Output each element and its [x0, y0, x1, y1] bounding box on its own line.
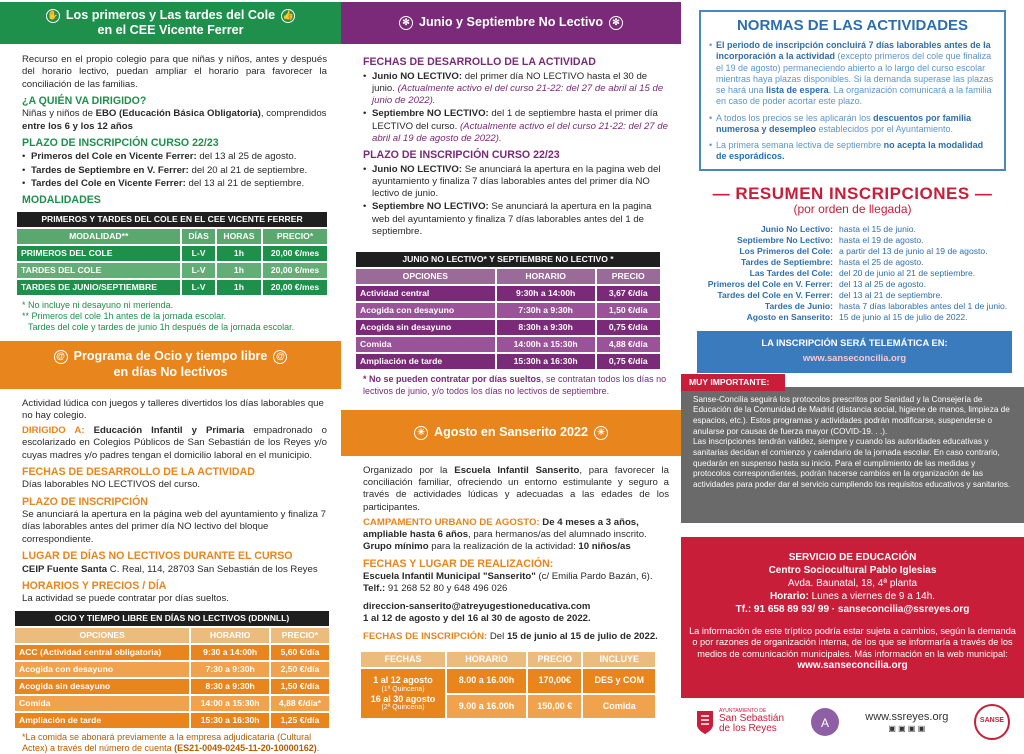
- table-row: Comida 14:00h a 15:30h 4,88 €/día: [356, 337, 660, 352]
- list-item: • Septiembre NO LECTIVO: del 1 de septiembre hasta el primer día LECTIVO del curso. (Actualmente activo el del curso 21-22: del 27 de abril al 19 de agosto de 2022).: [363, 108, 669, 145]
- section-title: Agosto en Sanserito 2022: [434, 425, 588, 440]
- crest-icon: [695, 709, 715, 735]
- table-row: 9.00 a 16.00h 150,00 € Comida: [361, 695, 655, 719]
- resumen-title: — RESUMEN INSCRIPCIONES —: [712, 183, 993, 203]
- list-item: • Tardes de Septiembre en V. Ferrer: del 20 al 21 de septiembre.: [22, 165, 327, 177]
- heading-quien: ¿A QUIÉN VA DIRIGIDO?: [22, 94, 147, 107]
- column-primeros-ocio: [0, 0, 341, 753]
- sanse-concilia-badge: SANSE: [974, 704, 1010, 740]
- table-row: ACC (Actividad central obligatoria) 9:30 a 14:00h 5,60 €/día: [15, 645, 329, 660]
- fechas-text: Días laborables NO LECTIVOS del curso.: [22, 479, 201, 491]
- table-row: Acogida sin desayuno 8:30h a 9:30h 0,75 €/día: [356, 320, 660, 335]
- table-notes: * No incluye ni desayuno ni merienda. ** Primeros del cole 1h antes de la jornada escolar. Tardes del cole y tardes de junio 1h después de la jornada escolar.: [22, 299, 295, 333]
- section-title: Los primeros y Las tardes del Cole: [65, 7, 276, 22]
- table-row: Acogida con desayuno 7:30 a 9:30h 2,50 €/día: [15, 662, 329, 677]
- normas-title: NORMAS DE LAS ACTIVIDADES: [736, 17, 969, 34]
- table-row: Acogida sin desayuno 8:30 a 9:30h 1,50 €/día: [15, 679, 329, 694]
- servicio-title: SERVICIO DE EDUCACIÓN: [788, 551, 917, 563]
- servicio-info: La información de este tríptico podría estar sujeta a cambios, según la demanda o por razones de organización interna, de los que se informaría a través de los medios de comunicación municipales. Más información en la web municipal: www.sanseconcilia.org: [689, 625, 1016, 672]
- table-primeros: PRIMEROS Y TARDES DEL COLE EN EL CEE VICENTE FERRER MODALIDAD** DÍAS HORAS PRECIO* PRIMEROS DEL COLE L-V 1h 20,00 €/mes TARDES DEL COLE L-V 1h 20,00 €/mes TARDES DE JUNIO/SEPTIEMBRE L-V 1h 20,00 €/mes: [15, 210, 329, 297]
- importante-text: Las inscripciones tendrán validez, siempre y cuando las autoridades educativas y sanitarias decidan el comienzo y calendario de la jornada escolar. En caso contrario, quedarán en suspenso hasta su inicio. Para el cumplimiento de las medidas y protocolos correspondientes, podrán hacerse cambios en la organización de las actividades para poder dar el servicio cumpliendo los requisitos educativos y sanitarios.: [693, 437, 1011, 490]
- telefono-text: Telf.: 91 268 52 80 y 648 496 026: [363, 583, 508, 595]
- list-item: Tardes de Junio: hasta 7 días laborables antes del 1 de junio.: [764, 300, 1008, 311]
- lugar-text: CEIP Fuente Santa C. Real, 114, 28703 San Sebastián de los Reyes: [22, 563, 318, 575]
- list-item: Los Primeros del Cole: a partir del 13 de junio al 19 de agosto.: [739, 245, 988, 256]
- heading-lugar: LUGAR DE DÍAS NO LECTIVOS DURANTE EL CURSO: [22, 550, 293, 562]
- agosto-intro: Organizado por la Escuela Infantil Sanserito, para favorecer la conciliación familiar, ofreciendo un entorno estimulante y seguro a través de actividades lúdicas y adecuadas a las edades de los participantes.: [363, 464, 669, 513]
- table-row: Ampliación de tarde 15:30 a 16:30h 1,25 €/día: [15, 713, 329, 728]
- lugar-text: Escuela Infantil Municipal "Sanserito" (c/ Emilia Pardo Bazán, 6).: [363, 571, 653, 583]
- campamento-text: CAMPAMENTO URBANO DE AGOSTO: De 4 meses a 3 años, ampliable hasta 6 años, para hermanos/as del alumnado inscrito. Grupo mínimo para la realización de la actividad: 10 niños/as: [363, 516, 647, 553]
- heading-fechas: FECHAS DE DESARROLLO DE LA ACTIVIDAD: [363, 56, 596, 68]
- list-item: Primeros del Cole en V. Ferrer: del 13 al 25 de agosto.: [707, 278, 926, 289]
- column-normas: [681, 0, 1024, 735]
- section-header-primeros: [0, 2, 341, 44]
- svg-text:A: A: [820, 715, 829, 730]
- quien-text: Niñas y niños de EBO (Educación Básica Obligatoria), comprendidos entre los 6 y los 12 años: [22, 108, 327, 132]
- plazo2-text: Se anunciará la apertura en la página web del ayuntamiento y finaliza 7 días laborables antes del primer día NO lectivo del bloque correspondiente.: [22, 509, 327, 545]
- footer-logos: [681, 698, 1024, 740]
- norma-item: • El periodo de inscripción concluirá 7 días laborables antes de la incorporación a la actividad (excepto primeros del cole que finaliza el 19 de agosto) permaneciendo abierto a lo largo del curso escolar mientras haya plazas disponibles. Si la demanda superase las plazas se hará una lista de espera. La organización comunicará a la familia en caso de poder acortar este plazo.: [709, 40, 996, 108]
- sun-icon: ☀: [594, 426, 608, 440]
- heading-fechas: FECHAS DE DESARROLLO DE LA ACTIVIDAD: [22, 465, 255, 478]
- list-item: Agosto en Sanserito: 15 de junio al 15 de julio de 2022.: [746, 311, 968, 322]
- section-header-agosto: [341, 410, 681, 456]
- importante-box: [681, 376, 1024, 523]
- dirigido-text: DIRIGIDO A: Educación Infantil y Primaria empadronado o escolarizado en Colegios Públicos de San Sebastián de los Reyes y/o cuyas madres y/o padres tengan el domicilio laboral en el municipio.: [22, 425, 327, 461]
- sun-icon: ☀: [414, 426, 428, 440]
- heading-plazo: PLAZO DE INSCRIPCIÓN CURSO 22/23: [22, 136, 219, 149]
- table-row: Acogida con desayuno 7:30h a 9:30h 1,50 €/día: [356, 303, 660, 318]
- social-icons: ▣ ▣ ▣ ▣: [888, 723, 926, 733]
- list-item: Las Tardes del Cole: del 20 de junio al 21 de septiembre.: [749, 267, 976, 278]
- intro-text: Recurso en el propio colegio para que niñas y niños, antes y después del horario lectivo, puedan ampliar el horario para favorecer la conciliación de las familias.: [22, 54, 327, 90]
- resumen-section: [681, 183, 1024, 218]
- heading-plazo2: PLAZO DE INSCRIPCIÓN: [22, 495, 148, 508]
- heading-modalidades: MODALIDADES: [22, 194, 101, 207]
- importante-label: MUY IMPORTANTE:: [681, 374, 785, 391]
- email-link[interactable]: direccion-sanserito@atreyugestioneducativa.com: [363, 600, 591, 612]
- table-row: TARDES DEL COLE L-V 1h 20,00 €/mes: [17, 263, 327, 278]
- swirl-icon: @: [273, 350, 287, 364]
- servicio-direccion: Avda. Baunatal, 18, 4ª planta: [787, 577, 918, 589]
- table-row: 1 al 12 agosto (1ª Quincena) 16 al 30 agosto (2ª Quincena) 8.00 a 16.00h 170,00€ DES y COM: [361, 669, 655, 693]
- comida-note: *La comida se abonará previamente a la empresa adjudicataria (Cultural Actex) a través del número de cuenta (ES21-0049-0245-11-20-10000162).: [22, 731, 320, 753]
- table-row: TARDES DE JUNIO/SEPTIEMBRE L-V 1h 20,00 €/mes: [17, 280, 327, 295]
- heading-horarios: HORARIOS Y PRECIOS / DÍA: [22, 579, 167, 592]
- horarios-text: La actividad se puede contratar por días sueltos.: [22, 593, 229, 605]
- telematica-text: LA INSCRIPCIÓN SERÁ TELEMÁTICA EN:: [761, 336, 948, 348]
- heading-plazo: PLAZO DE INSCRIPCIÓN CURSO 22/23: [363, 149, 560, 162]
- section-title: Programa de Ocio y tiempo libre: [73, 349, 268, 364]
- sun-icon: ✻: [609, 16, 623, 30]
- column-junio-agosto: [341, 0, 681, 725]
- ssreyes-link[interactable]: www.ssreyes.org: [865, 710, 949, 723]
- sanseconcilia-link[interactable]: www.sanseconcilia.org: [802, 351, 907, 363]
- list-item: • Junio NO LECTIVO: del primer día NO LECTIVO hasta el 30 de junio. (Actualmente activo el del curso 21-22: del 27 de abril al 15 de junio de 2022).: [363, 71, 669, 108]
- list-item: Tardes del Cole en V. Ferrer: del 13 al 21 de septiembre.: [717, 289, 943, 300]
- partner-logo-icon: [810, 707, 840, 737]
- table-caption: PRIMEROS Y TARDES DEL COLE EN EL CEE VICENTE FERRER: [17, 212, 327, 227]
- section-subtitle: en el CEE Vicente Ferrer: [97, 23, 244, 37]
- normas-box: [699, 10, 1006, 171]
- table-junio: JUNIO NO LECTIVO* Y SEPTIEMBRE NO LECTIVO * OPCIONES HORARIO PRECIO Actividad central 9:30h a 14:00h 3,67 €/día Acogida con desayuno 7:30h a 9:30h 1,50 €/día Acogida sin desayuno 8:30h a 9:30h 0,75 €/día Comida 14:00h a 15:30h 4,88 €/día Ampliación de tarde 15:30h a 16:30h 0,75 €/día: [354, 250, 662, 371]
- section-header-ocio: [0, 341, 341, 389]
- list-item: • Primeros del Cole en Vicente Ferrer: del 13 al 25 de agosto.: [22, 151, 327, 163]
- telematica-box: [697, 331, 1012, 373]
- list-item: Septiembre No Lectivo: hasta el 19 de agosto.: [737, 234, 924, 245]
- servicio-horario: Horario: Lunes a viernes de 9 a 14h.: [769, 590, 936, 602]
- inscripcion-text: FECHAS DE INSCRIPCIÓN: Del 15 de junio al 15 de julio de 2022.: [363, 631, 658, 643]
- list-item: Tardes de Septiembre: hasta el 25 de agosto.: [740, 256, 924, 267]
- ocio-intro: Actividad lúdica con juegos y talleres divertidos los días laborables que no hay colegio.: [22, 397, 324, 421]
- section-header-junio: [341, 2, 681, 44]
- servicio-contacto: Tf.: 91 658 89 93/ 99 · sanseconcilia@ssreyes.org: [735, 603, 970, 615]
- servicio-centro: Centro Sociocultural Pablo Iglesias: [768, 564, 937, 576]
- table-caption: OCIO Y TIEMPO LIBRE EN DÍAS NO LECTIVOS (DDNNLL): [15, 611, 329, 626]
- hand-icon: ✋: [46, 9, 60, 23]
- section-title: Junio y Septiembre No Lectivo: [418, 15, 604, 30]
- junio-note: * No se pueden contratar por días sueltos, se contratan todos los días no lectivos de junio, y/o todos los días no lectivos de septiembre.: [363, 374, 667, 396]
- list-item: • Junio NO LECTIVO: Se anunciará la apertura en la pagina web del ayuntamiento y finaliza 7 días laborables antes del primer día NO lectivo de junio.: [363, 164, 669, 201]
- table-row: PRIMEROS DEL COLE L-V 1h 20,00 €/mes: [17, 246, 327, 261]
- ayuntamiento-logo: AYUNTAMIENTO DE San Sebastián de los Reyes: [695, 709, 784, 735]
- resumen-list: [681, 224, 1024, 323]
- sun-icon: ✻: [399, 16, 413, 30]
- web-social: [865, 710, 948, 734]
- dates-text: 1 al 12 de agosto y del 16 al 30 de agosto de 2022.: [363, 612, 591, 624]
- list-item: Junio No Lectivo: hasta el 15 de junio.: [760, 223, 916, 234]
- list-item: • Tardes del Cole en Vicente Ferrer: del 13 al 21 de septiembre.: [22, 178, 327, 190]
- table-row: Comida 14:00 a 15:30h 4,88 €/día*: [15, 696, 329, 711]
- servicio-box: [681, 537, 1024, 698]
- norma-item: • La primera semana lectiva de septiembre no acepta la modalidad de esporádicos.: [709, 140, 996, 163]
- plazo-list: [22, 151, 327, 190]
- table-ocio: OCIO Y TIEMPO LIBRE EN DÍAS NO LECTIVOS (DDNNLL) OPCIONES HORARIO PRECIO* ACC (Actividad central obligatoria) 9:30 a 14:00h 5,60 €/día Acogida con desayuno 7:30 a 9:30h 2,50 €/día Acogida sin desayuno 8:30 a 9:30h 1,50 €/día Comida 14:00 a 15:30h 4,88 €/día* Ampliación de tarde 15:30 a 16:30h 1,25 €/día: [13, 609, 331, 730]
- list-item: • Septiembre NO LECTIVO: Se anunciará la apertura en la pagina web del ayuntamiento y finaliza 7 días laborables antes del 1 de septiembre.: [363, 201, 669, 238]
- table-agosto: FECHAS HORARIO PRECIO INCLUYE 1 al 12 agosto (1ª Quincena) 16 al 30 agosto (2ª Quincena) 8.00 a 16.00h 170,00€ DES y COM 9.00 a 16.00h 150,00 € Comida: [359, 650, 657, 721]
- importante-text: Sanse-Concilia seguirá los protocolos prescritos por Sanidad y la Consejería de Educación de la Comunidad de Madrid (distancia social, higiene de manos, limpieza de espacios, etc.). Estos programas y actividades podrán modificarse, suspenderse o anularse por causas de fuerza mayor (COVID-19. . .).: [693, 394, 1010, 436]
- thumbs-up-icon: 👍: [281, 9, 295, 23]
- heading-lugar: FECHAS Y LUGAR DE REALIZACIÓN:: [363, 557, 554, 570]
- norma-item: • A todos los precios se les aplicarán los descuentos por familia numerosa y desempleo establecidos por el Ayuntamiento.: [709, 113, 996, 136]
- table-caption: JUNIO NO LECTIVO* Y SEPTIEMBRE NO LECTIVO *: [356, 252, 660, 267]
- resumen-subtitle: (por orden de llegada): [793, 202, 912, 217]
- table-row: Actividad central 9:30h a 14:00h 3,67 €/día: [356, 286, 660, 301]
- section-subtitle: en días No lectivos: [113, 364, 228, 379]
- table-row: Ampliación de tarde 15:30h a 16:30h 0,75 €/día: [356, 354, 660, 369]
- swirl-icon: @: [54, 350, 68, 364]
